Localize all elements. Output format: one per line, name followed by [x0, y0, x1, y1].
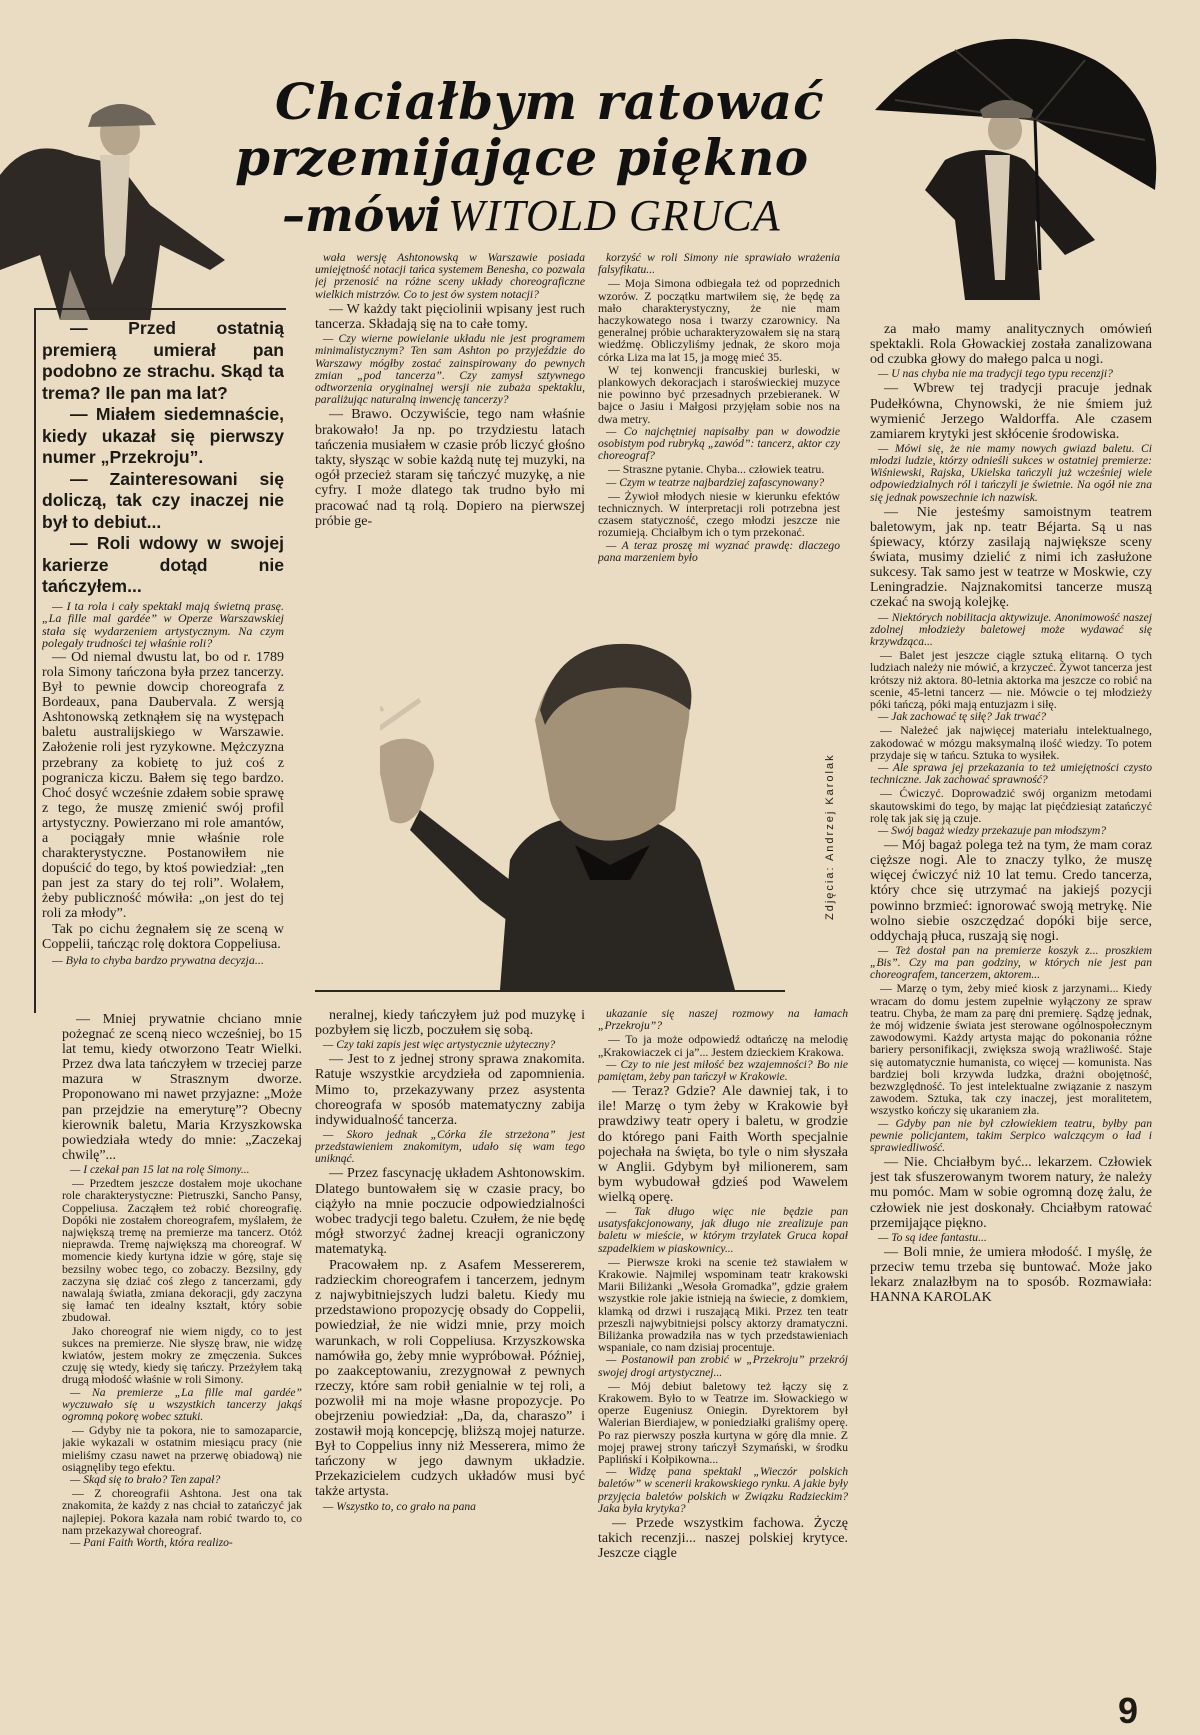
question: — Niektórych nobilitacja aktywizuje. Anonimowość naszej zdolnej młodzieży baletowej może wydawać się krzywdząca... — [870, 610, 1152, 648]
lead-question: — Zainteresowani się doliczą, tak czy inaczej nie był to debiut... — [42, 468, 284, 532]
lead-answer: — Roli wdowy w swojej karierze dotąd nie tańczyłem... — [42, 533, 284, 596]
question: — I czekał pan 15 lat na rolę Simony... — [70, 1162, 250, 1176]
question: — Gdyby pan nie był człowiekiem teatru, byłby pan pewnie policjantem, takim Serpico walczącym o ład i sprawiedliwość. — [870, 1116, 1152, 1155]
question: — U nas chyba nie ma tradycji tego typu recenzji? — [878, 367, 1113, 381]
headline-line-1: Chciałbym ratować — [275, 72, 825, 131]
answer: Tak po cichu żegnałem się ze sceną w Coppelii, tańcząc rolę doktora Coppeliusa. — [42, 921, 284, 952]
column-3-lower — [598, 1008, 848, 1698]
answer: — Przede wszystkim fachowa. Życzę takich recenzji... naszej polskiej krytyce. Jeszcze ciągle — [598, 1516, 848, 1562]
question: — Mówi się, że nie mamy nowych gwiazd baletu. Ci młodzi ludzie, którzy odnieśli sukces w ostatniej premierze: Wiśniewski, Rajska, Ukielska tańczyli już wcześniej wiele odpowiedzialnych ról i tańczyli je świetnie. Na ogół nie zna się jednak powszechnie ich nazwisk. — [870, 441, 1152, 504]
headline-line-3-script: –mówi — [282, 188, 442, 242]
question: — Ale sprawa jej przekazania to też umiejętności czysto techniczne. Jak zachować sprawność? — [870, 760, 1152, 787]
question: korzyść w roli Simony nie sprawiało wrażenia falsyfikatu... — [598, 252, 840, 277]
photo-bottom-rule — [315, 990, 785, 992]
answer: — Należeć jak najwięcej materiału intelektualnego, zakodować w mózgu maksymalną ilość wiedzy. To potem przydaje się w tańcu. Sztuka to wysiłek. — [870, 723, 1152, 762]
portrait-photo-gruca — [380, 630, 780, 990]
lead-answer: — Miałem siedemnaście, kiedy ukazał się pierwszy numer „Przekroju”. — [42, 404, 284, 467]
question: — Czy taki zapis jest więc artystycznie użyteczny? — [323, 1038, 556, 1052]
question: — I ta rola i cały spektakl mają świetną prasę. „La fille mal gardée” w Operze Warszawskiej stała się wydarzeniem artystycznym. Na czym polegały trudności tej właśnie roli? — [42, 598, 284, 651]
lead-question: — Przed ostatnią premierą umierał pan podobno ze strachu. Skąd ta trema? Ile pan ma lat? — [42, 318, 284, 403]
answer: Pracowałem np. z Asafem Messererem, radzieckim choreografem i tancerzem, jednym z najwybitniejszych ludzi baletu. Kiedy mu przedstawiono propozycję obsady do Coppelii, powiedział, że nie widzi mnie, przy moich warunkach, w roli Coppeliusa. Krzyszkowska namówiła go, żeby mnie wypróbował. Później, po zaakceptowaniu, zrezygnował z pewnych rzeczy, które sam robił genialnie w tej roli, a pozwolił mi na moje własne propozycje. Po obejrzeniu powiedział: „Da, da, charaszo” i zostawił moją koncepcję, bliższą mojej naturze. Był to Coppelius inny niż Messerera, mimo że tańczony w jego dawnym układzie. Przekazicielem cudzych układów musi być także artysta. — [315, 1258, 585, 1500]
answer: — Mój bagaż polega też na tym, że mam coraz cięższe nogi. Ale to znaczy tylko, że muszę więcej ćwiczyć niż 10 lat temu. Credo tancerza, który chce się utrzymać na jakiejś pozycji powinno brzmieć: ignorować swoją metrykę. Nie wolno siebie oszczędzać dopóki bije serce, oddychają płuca, ruszają się nogi. — [870, 838, 1152, 944]
answer: — Balet jest jeszcze ciągle sztuką elitarną. O tych ludziach należy nie mówić, a krzyczeć. Żywot tancerza jest krótszy niż aktora. 80-letnia aktorka ma jeszcze co robić na scenie, 45-letni tancerz — nie. Mówcie o tej młodzieży póki tańczą, póki mają entuzjazm i siłę. — [870, 648, 1152, 711]
lead-column — [42, 318, 284, 1003]
answer: — Boli mnie, że umiera młodość. I myślę, że przeciw temu trzeba się buntować. Może jako lekarz znalazłbym na to sposób. Rozmawiała: HANNA KAROLAK — [870, 1244, 1152, 1306]
headline-line-2: przemijające piękno — [235, 128, 809, 187]
lead-box-left-rule — [34, 308, 36, 1013]
answer: neralnej, kiedy tańczyłem już pod muzykę i pozbyłem się liczb, poczułem się sobą. — [315, 1008, 585, 1039]
question: — Pani Faith Worth, która realizo- — [70, 1536, 233, 1550]
question: — Czy wierne powielanie układu nie jest programem minimalistycznym? Ten sam Ashton po przyjeździe do Warszawy mógłby zostać zainspirowany do pewnych zmian „pod tancerza”. Czy zamysł sztywnego odtworzenia oryginalnej wersji nie zubaża spektaklu, paraliżując naturalną inwencję tancerzy? — [315, 332, 585, 407]
question: — Czym w teatrze najbardziej zafascynowany? — [606, 475, 825, 489]
answer: — Od niemal dwustu lat, bo od r. 1789 rola Simony tańczona była przez tancerzy. Był to pewnie dowcip choreografa z Bordeaux, pana Daubervala. Z wersją Ashtonowską zetknąłem się na występach baletu australijskiego w Warszawie. Założenie roli jest ryzykowne. Mężczyzna przebrany za kobietę to już coś z pogranicza kiczu. Bałem się tego bardzo. Choć dosyć wcześnie zdałem sobie sprawę z tego, że muszę zmienić swój profil artystyczny. Powierzano mi role amantów, a pociągały mnie właśnie role charakterystyczne. Postanowiłem nie dopuścić do tego, by ktoś powiedział: „ten pan jest za stary do tej roli”. Wolałem, żeby publiczność mówiła: „on jest do tej roli za młody”. — [42, 649, 284, 922]
answer: — Przez fascynację układem Ashtonowskim. Dlatego buntowałem się w czasie pracy, bo ciążyło na mnie poczucie odpowiedzialności wobec tradycji tego baletu. Czułem, że nie będę mógł stworzyć żadnej kreacji ograniczony matematyką. — [315, 1166, 585, 1257]
question: — Też dostał pan na premierze koszyk z... proszkiem „Bis”. Czy ma pan godziny, w których nie jest pan choreografem, tancerzem, aktorem... — [870, 943, 1152, 982]
answer: — Z choreografii Ashtona. Jest ona tak znakomita, że każdy z nas chciał to zatańczyć jak najlepiej. Pokora kazała nam robić twardo to, co nam przekazywał choreograf. — [62, 1486, 302, 1537]
question: — Tak długo więc nie będzie pan usatysfakcjonowany, jak długo nie zrealizuje pan baletu w mieście, w którym trzylatek Gruca kopał szpadelkiem w piaskownicy... — [598, 1204, 848, 1255]
question: — Była to chyba bardzo prywatna decyzja... — [52, 952, 264, 967]
column-1-lower — [62, 1012, 302, 1687]
answer: Jako choreograf nie wiem nigdy, co to jest sukces na premierze. Nie słyszę braw, nie widzę kwiatów, jestem mokry ze zmęczenia. Sukces czuję się wtedy, kiedy się tańczy. Przeżyłem taką drugą młodość właśnie w roli Simony. — [62, 1323, 302, 1387]
column-2-upper — [315, 252, 585, 630]
answer: — Marzę o tym, żeby mieć kiosk z jarzynami... Kiedy wracam do domu jestem zupełnie wyłączony ze spraw teatru. Chyba, że mam za parę dni premierę. Sądzę jednak, że mój widzenie świata jest sterowane ogólnospołecznym zawodowymi. Każdy artysta mając do pokonania różne bariery personifikacji, zwiększa swoją wrażliwość. Staje się automatycznie humanista, co więcej — komunista. Nas bardziej boli krzywda ludzka, drażni obojętność, bezwzględność. To jest intelektualne związanie z naszym zawodem. Sztuka, tak czy inaczej, jest moralitetem, wszystko kończy się ukaraniem zła. — [870, 981, 1152, 1118]
answer: — Żywioł młodych niesie w kierunku efektów technicznych. W interpretacji roli potrzebna jest czasem statyczność, czego młodzi jeszcze nie rozumieją. Chciałbym ich o tym przekonać. — [598, 488, 840, 540]
answer: — Ćwiczyć. Doprowadzić swój organizm metodami skautowskimi do tego, by mając lat pięćdziesiąt zatańczyć rolę tak jak się ją czuje. — [870, 786, 1152, 825]
answer: — Straszne pytanie. Chyba... człowiek teatru. — [608, 462, 825, 477]
answer: — Mój debiut baletowy też łączy się z Krakowem. Było to w Teatrze im. Słowackiego w operze Eugeniusz Oniegin. Dyrektorem był Walerian Bierdiajew, w poniedziałki graliśmy operę. Po raz pierwszy poszła kurtyna w górę dla mnie. Z mojej prawej strony tańczył Szymański, w środku Paplińskí i Kołpikowna... — [598, 1378, 848, 1467]
answer: — Gdyby nie ta pokora, nie to samozaparcie, jakie wykazali w ostatnim miesiącu pracy (nie mieliśmy czasu nawet na przerwę obiadową) nie osiągnęliby tego efektu. — [62, 1423, 302, 1474]
answer: — Przedtem jeszcze dostałem moje ukochane role charakterystyczne: Pietruszki, Sancho Pansy, Coppeliusa. Zacząłem też robić choreografię. Dopóki nie zostałem choreografem, myślałem, że największą tremę na premierze ma tancerz. Otóż nieprawda. Tremę największą ma choreograf. W momencie kiedy kurtyna idzie w górę, staje się bezsilny wobec tego, co zobaczy. Bezsilny, gdy zaczyna się dziać coś złego z tancerzami, gdy nawalają światła, zmiana dekoracji, gdy zaczyna się łamać ten idealny kształt, który sobie zbudował. — [62, 1176, 302, 1325]
question: wała wersję Ashtonowską w Warszawie posiada umiejętność notacji tańca systemem Benesha, co pozwala jej przenosić na różne sceny układy choreograficzne wielkich mistrzów. Co to jest ów system notacji? — [315, 252, 585, 301]
question: — Wszystko to, co grało na pana — [323, 1499, 476, 1513]
question: — Widzę pana spektakl „Wieczór polskich baletów” w scenerii krakowskiego rynku. A jakie były przyjęcia baletów polskich w Związku Radzieckim? Jaka była krytyka? — [598, 1465, 848, 1515]
dancer-umbrella-photo-right — [835, 30, 1200, 320]
page-number: 9 — [1118, 1690, 1139, 1731]
question: — Czy to nie jest miłość bez wzajemności? Bo nie pamiętam, żeby pan tańczył w Krakowie. — [598, 1057, 848, 1084]
question: — Jak zachować tę siłę? Jak trwać? — [878, 710, 1047, 724]
answer: — Nie jesteśmy samoistnym teatrem baletowym, jak np. teatr Béjarta. Są u nas śpiewacy, którzy zasilają największe sceny świata, musimy dzielić z nimi ich zasłużone sukcesy. Tak samo jest w teatrze w Moskwie, czy Leningradzie. Najznakomitsi tancerze muszą czekać na swoją kolejkę. — [870, 504, 1152, 611]
question: — Skoro jednak „Córka źle strzeżona” jest przedstawieniem znakomitym, udało się wam tego uniknąć. — [315, 1127, 585, 1166]
answer: — Pierwsze kroki na scenie też stawiałem w Krakowie. Najmilej wspominam teatr krakowski Marii Biliżanki „Wesoła Gromadka”, gdzie grałem wszystkie role jakie istnieją na świecie, z domkiem, klamką od drzwi i ruszającą Miki. Przez ten teatr przeszli najwybitniejsi polscy aktorzy dramatyczni. Biliżanka prowadziła nas w tych przedstawieniach wspaniale, co nam dzisiaj procentuje. — [598, 1254, 848, 1355]
dancer-photo-left — [0, 55, 260, 320]
answer: — Nie. Chciałbym być... lekarzem. Człowiek jest tak sfuszerowanym tworem natury, że należy mu pomóc. Mam w sobie ogromną dozę żalu, że człowiek nie jest doskonały. Chciałbym ratować przemijające piękno. — [870, 1155, 1152, 1231]
question: — Na premierze „La fille mal gardée” wyczuwało się u wszystkich tancerzy jakąś ogromną pokorę wobec sztuki. — [62, 1385, 302, 1423]
answer: — To ja może odpowiedź odtańczę na melodię „Krakowiaczek ci ja”... Jestem dzieckiem Krakowa. — [598, 1032, 848, 1059]
column-4 — [870, 322, 1152, 1697]
lead-box-top-rule — [34, 308, 286, 310]
question: — Skąd się to brało? Ten zapał? — [70, 1473, 221, 1487]
answer: — Mniej prywatnie chciano mnie pożegnać ze sceną nieco wcześniej, bo 15 lat temu, kiedy otworzono Teatr Wielki. Przez dwa lata tańczyłem w trzeciej parze mazura w Strasznym dworze. Proponowano mi nawet przyjazne: „Może pan przejdzie na emeryturę”? Obecny kierownik baletu, Maria Krzyszkowska powiedziała wtedy do mnie: „Zaczekaj chwilę”... — [62, 1012, 302, 1163]
photo-credit: Zdjęcia: Andrzej Karolak — [824, 753, 836, 920]
question: — Postanowił pan zrobić w „Przekroju” przekrój swojej drogi artystycznej... — [598, 1353, 848, 1379]
answer: — W każdy takt pięciolinii wpisany jest ruch tancerza. Składają się na to całe tomy. — [315, 301, 585, 333]
answer: — Moja Simona odbiegała też od poprzednich wzorów. Z początku martwiłem się, że będę za mało charakterystyczny, że nie mam haczykowatego nosa i twarzy czarownicy. Na generalnej próbie ucharakteryzowałem się na starą wiedźmę. Obliczyliśmy jednak, że skoro moja córka Liza ma lat 15, ja mogę mieć 35. — [598, 276, 840, 364]
question: ukazanie się naszej rozmowy na łamach „Przekroju”? — [598, 1008, 848, 1033]
column-2-lower — [315, 1008, 585, 1698]
question: — Swój bagaż wiedzy przekazuje pan młodszym? — [878, 823, 1107, 837]
answer: — Wbrew tej tradycji pracuje jednak Pudełkówna, Chynowski, że nie śmiem już wymienić Jerzego Waldorffa. Ale czasem zamiarem krytyki jest skłócenie środowiska. — [870, 381, 1152, 442]
answer: — Jest to z jednej strony sprawa znakomita. Ratuje wszystkie arcydzieła od zapomnienia. Mimo to, przekazywany przez asystenta choreografa w sposób matematyczny zabija indywidualność tancerza. — [315, 1052, 585, 1128]
column-3-upper — [598, 252, 840, 630]
headline-name: WITOLD GRUCA — [448, 191, 781, 240]
question: — Co najchętniej napisałby pan w dowodzie osobistym pod rubryką „zawód”: tancerz, aktor czy choreograf? — [598, 424, 840, 463]
answer: — Teraz? Gdzie? Ale dawniej tak, i to ile! Marzę o tym żeby w Krakowie był prawdziwy teatr opery i baletu, w grodzie do którego pani Faith Worth specjalnie pojechała na święta, bo tyle o nim słyszała w Anglii. Gdybym był milionerem, sam bym wybudował gdzieś pod Wawelem wielką operę. — [598, 1084, 848, 1205]
answer: za mało mamy analitycznych omówień spektakli. Rola Głowackiej została zanalizowana od czubka głowy do małego palca u nogi. — [870, 322, 1152, 368]
question: — To są idee fantastu... — [878, 1230, 987, 1244]
question: — A teraz proszę mi wyznać prawdę: dlaczego pana marzeniem było — [598, 538, 840, 564]
answer: — Brawo. Oczywiście, tego nam właśnie brakowało! Ja np. po trzydziestu latach tańczenia musiałem w czasie prób liczyć głośno takty, słysząc w sobie każdą nutę tej muzyki, na ogół przecież staram się tańczyć muzykę, a nie cyfry. I może dlatego tak trudno było mi pracować nad tą rolą. Dopiero na pierwszej próbie ge- — [315, 407, 585, 529]
answer: W tej konwencji francuskiej burleski, w plankowych dekoracjach i staroświeckiej muzyce nie powinno być przesadnych przebieranek. W bajce o Jasiu i Małgosi przyjęłam sobie nos na dwa metry. — [598, 362, 840, 426]
